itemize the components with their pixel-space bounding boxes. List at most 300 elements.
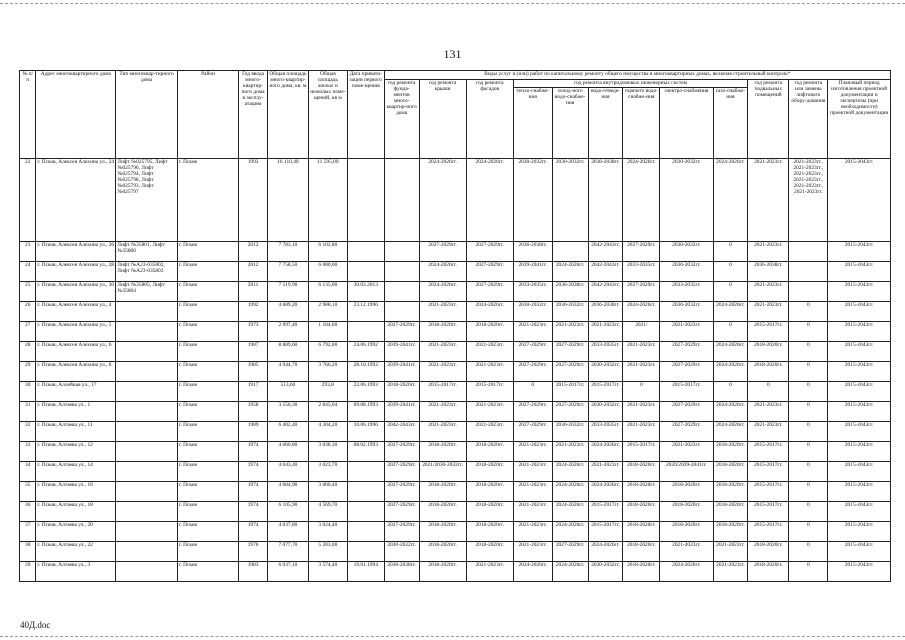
cell-address: г. Псков, Алтаева ул., 1 [36, 402, 116, 422]
cell-facade: 2027-2029гг. [466, 282, 513, 302]
cell-planned: 2015-2043гг. [828, 382, 891, 402]
cell-num: 28 [20, 342, 36, 362]
cell-district: г. Псков [177, 482, 238, 502]
cell-hot-water: 2021/ [623, 322, 660, 342]
cell-fund: 2027-2029гг. [384, 442, 419, 462]
table-row [20, 322, 891, 342]
cell-electric: 2027-2029гг. [660, 342, 713, 362]
cell-heat: 2021-2023гг. [513, 442, 552, 462]
cell-district: г. Псков [177, 422, 238, 442]
col-district: Район [177, 71, 238, 159]
cell-sewer: 2042-2043гг. [588, 262, 623, 282]
cell-living-area: 3 574,40 [308, 562, 347, 582]
cell-facade: 2018-2020гг. [466, 442, 513, 462]
cell-address: г. Псков, Алтаева ул., 12 [36, 442, 116, 462]
cell-num: 24 [20, 262, 36, 282]
cell-district: г. Псков [177, 522, 238, 542]
cell-hot-water: 2018-2020гг. [623, 482, 660, 502]
cell-address: г. Псков, Алексея Алехина ул., 8 [36, 362, 116, 382]
cell-facade: 2024-2026гг. [466, 159, 513, 242]
cell-elevator: 0 [789, 482, 828, 502]
cell-year: 1989 [239, 422, 268, 442]
cell-year: 1973 [239, 322, 268, 342]
cell-living-area: 4 304,20 [308, 422, 347, 442]
cell-type [116, 562, 177, 582]
col-cold-water: холод-ного водо-снабже-ния [552, 88, 588, 159]
cell-privatization: 19.01.1994 [347, 562, 384, 582]
cell-elevator: 0 [789, 542, 828, 562]
cell-facade: 2018-2020гг. [466, 322, 513, 342]
cell-planned: 2015-2043гг. [828, 302, 891, 322]
cell-gas: 0 [713, 322, 748, 342]
cell-type [116, 522, 177, 542]
cell-cold-water: 2030-2032гг. [552, 302, 588, 322]
cell-total-area: 4 060,80 [267, 442, 308, 462]
cell-cold-water: 2024-2026гг. [552, 502, 588, 522]
cell-electric: 2030-2032гг. [660, 262, 713, 282]
cell-privatization: 22.06.1993 [347, 382, 384, 402]
cell-elevator: 0 [789, 462, 828, 482]
cell-roof: 2021-2023гг. [419, 422, 466, 442]
cell-address: г. Псков, Алтаева ул., 22 [36, 542, 116, 562]
cell-basement: 2015-2017гг. [748, 522, 789, 542]
col-electric: электро-снабжения [660, 88, 713, 159]
col-privatization: Дата привати-зации первого поме-щения [347, 71, 384, 159]
cell-total-area: 8 889,60 [267, 342, 308, 362]
cell-privatization [347, 262, 384, 282]
cell-type [116, 302, 177, 322]
cell-heat: 2024-2026гг. [513, 562, 552, 582]
cell-hot-water: 2018-2020гг. [623, 502, 660, 522]
cell-gas: 0 [713, 282, 748, 302]
cell-roof: 2021-2023гг. [419, 402, 466, 422]
cell-sewer: 2024-2026гг. [588, 482, 623, 502]
cell-fund [384, 302, 419, 322]
cell-num: 32 [20, 422, 36, 442]
cell-type [116, 402, 177, 422]
cell-num: 39 [20, 562, 36, 582]
cell-address: г. Псков, Алексея Алехина ул., 4 [36, 302, 116, 322]
cell-living-area: 2 845,04 [308, 402, 347, 422]
cell-facade: 2015-2017гг. [466, 382, 513, 402]
cell-living-area: 4 569,70 [308, 502, 347, 522]
cell-district: г. Псков [177, 342, 238, 362]
cell-living-area: 6 135,00 [308, 282, 347, 302]
cell-fund: 2030-2032гг. [384, 542, 419, 562]
cell-gas: 0 [713, 242, 748, 262]
top-scan-edge [0, 3, 905, 4]
cell-elevator [789, 282, 828, 302]
cell-fund: 2039-2041гг. [384, 402, 419, 422]
cell-roof: 2024-2026гг. [419, 282, 466, 302]
cell-cold-water: 2030-2032гг. [552, 159, 588, 242]
col-works-group: Виды услуг и (или) работ по капитальному ремонту общего имущества в многоквартирных домах, включая строительный контроль* [384, 71, 890, 80]
cell-year: 1985 [239, 362, 268, 382]
cell-num: 33 [20, 442, 36, 462]
cell-living-area: 3 038,30 [308, 442, 347, 462]
cell-cold-water: 2027-2029гг. [552, 402, 588, 422]
cell-electric: 2021-2023гг. [660, 322, 713, 342]
cell-year: 1974 [239, 502, 268, 522]
cell-num: 29 [20, 362, 36, 382]
cell-basement: 2018-2020гг. [748, 542, 789, 562]
cell-facade: 2021-2023гг. [466, 362, 513, 382]
cell-year: 1993 [239, 159, 268, 242]
cell-gas: 0 [713, 382, 748, 402]
cell-address: г. Псков, Алтаева ул., 16 [36, 482, 116, 502]
cell-heat: 2021-2023гг. [513, 542, 552, 562]
cell-basement: 2021-2023гг. [748, 282, 789, 302]
cell-sewer: 2015-2017гг. [588, 382, 623, 402]
cell-electric: 2030-2032гг. [660, 159, 713, 242]
cell-total-area: 513,60 [267, 382, 308, 402]
cell-sewer: 2024-2026гг. [588, 442, 623, 462]
cell-heat: 2036-2038гг. [513, 242, 552, 262]
cell-fund: 2027-2029гг. [384, 482, 419, 502]
cell-sewer: 2015-2017гг. [588, 522, 623, 542]
cell-living-area: 11 595,00 [308, 159, 347, 242]
cell-elevator: 0 [789, 562, 828, 582]
cell-basement: 2021-2023гг. [748, 242, 789, 262]
cell-planned: 2015-2043гг. [828, 502, 891, 522]
cell-electric: 2020/2039-2041гг. [660, 462, 713, 482]
cell-roof: 2024-2026гг. [419, 262, 466, 282]
cell-facade: 2021-2023гг. [466, 562, 513, 582]
cell-total-area: 7 783,10 [267, 242, 308, 262]
cell-year: 1958 [239, 402, 268, 422]
cell-total-area: 6 037,10 [267, 562, 308, 582]
col-hot-water: горячего водо-снабже-ния [623, 88, 660, 159]
cell-facade: 2021-2023гг. [466, 402, 513, 422]
cell-num: 37 [20, 522, 36, 542]
cell-basement: 2018-2020гг. [748, 562, 789, 582]
cell-type: Лифт №025795, Лифт №025796, Лифт №025794, Лифт №025798, Лифт №025793, Лифт №025797 [116, 159, 177, 242]
cell-heat: 2027-2029гг. [513, 362, 552, 382]
cell-num: 23 [20, 242, 36, 262]
col-engineering-group: год ремонта внутридомовых инженерных систем [513, 80, 748, 88]
cell-heat: 2021-2023гг. [513, 482, 552, 502]
cell-cold-water: 2021-2023гг. [552, 322, 588, 342]
table-row [20, 522, 891, 542]
cell-basement: 2018-2020гг. [748, 362, 789, 382]
col-num: № п/п [20, 71, 36, 159]
col-basement: год ремонта подвальных помещений [748, 80, 789, 159]
cell-electric: 2024-2026гг. [660, 562, 713, 582]
cell-living-area: 5 283,00 [308, 542, 347, 562]
cell-planned: 2015-2043гг. [828, 242, 891, 262]
cell-cold-water: 2021-2023гг. [552, 442, 588, 462]
cell-basement: 2015-2017гг. [748, 442, 789, 462]
cell-num: 22 [20, 159, 36, 242]
cell-elevator: 0 [789, 322, 828, 342]
cell-living-area: 3 060,40 [308, 482, 347, 502]
col-year: Год ввода много-квартир-ного дома в эксплу-атацию [239, 71, 268, 159]
cell-total-area: 6 105,90 [267, 502, 308, 522]
cell-year: 1974 [239, 462, 268, 482]
cell-address: г. Псков, Аллейная ул., 17 [36, 382, 116, 402]
cell-privatization: 24.06.1992 [347, 342, 384, 362]
cell-sewer: 2030-2032гг. [588, 562, 623, 582]
cell-heat: 2027-2029гг. [513, 402, 552, 422]
cell-basement: 2021-2023гг. [748, 302, 789, 322]
cell-sewer: 2033-2035гг. [588, 422, 623, 442]
cell-living-area: 3 024,40 [308, 522, 347, 542]
cell-privatization: 09.08.1993 [347, 402, 384, 422]
cell-planned: 2015-2043гг. [828, 562, 891, 582]
cell-roof: 2018-2020гг. [419, 322, 466, 342]
cell-roof: 2015-2017гг. [419, 382, 466, 402]
cell-total-area: 16 110,40 [267, 159, 308, 242]
capital-repair-table [19, 70, 891, 582]
cell-living-area: 293,8 [308, 382, 347, 402]
cell-cold-water: 2027-2029гг. [552, 342, 588, 362]
cell-roof: 2018-2020гг. [419, 482, 466, 502]
cell-hot-water: 2024-2026гг. [623, 159, 660, 242]
cell-num: 36 [20, 502, 36, 522]
cell-type [116, 462, 177, 482]
cell-cold-water: 2024-2026гг. [552, 462, 588, 482]
cell-basement: 2021-2023гг. [748, 402, 789, 422]
cell-sewer: 2021-2023гг. [588, 322, 623, 342]
cell-elevator: 0 [789, 302, 828, 322]
cell-heat: 2021-2023гг. [513, 522, 552, 542]
table-row [20, 159, 891, 242]
table-row [20, 482, 891, 502]
cell-hot-water: 2033-2035гг. [623, 262, 660, 282]
cell-year: 1987 [239, 342, 268, 362]
cell-planned: 2015-2043гг. [828, 482, 891, 502]
col-address: Адрес многоквартирного дома [36, 71, 116, 159]
cell-gas: 2024-2026гг. [713, 302, 748, 322]
cell-total-area: 6 402,40 [267, 422, 308, 442]
cell-fund: 2027-2029гг. [384, 502, 419, 522]
cell-gas: 0 [713, 262, 748, 282]
cell-privatization [347, 159, 384, 242]
cell-district: г. Псков [177, 542, 238, 562]
cell-planned: 2015-2043гг. [828, 342, 891, 362]
cell-elevator: 0 [789, 342, 828, 362]
cell-gas: 2018-2020гг. [713, 462, 748, 482]
cell-cold-water: 2024-2026гг. [552, 262, 588, 282]
cell-district: г. Псков [177, 262, 238, 282]
cell-facade: 2018-2020гг. [466, 542, 513, 562]
cell-district: г. Псков [177, 322, 238, 342]
cell-planned: 2015-2043гг. [828, 402, 891, 422]
cell-type [116, 422, 177, 442]
cell-address: г. Псков, Алексея Алехина ул., 30 [36, 282, 116, 302]
cell-address: г. Псков, Алексея Алехина ул., 24 [36, 159, 116, 242]
cell-address: г. Псков, Алтаева ул., 11 [36, 422, 116, 442]
cell-district: г. Псков [177, 159, 238, 242]
table-row [20, 562, 891, 582]
cell-cold-water: 2024-2026гг. [552, 562, 588, 582]
cell-total-area: 4 084,90 [267, 482, 308, 502]
cell-planned: 2015-2043гг. [828, 442, 891, 462]
cell-type: Лифт №35805, Лифт №35804 [116, 282, 177, 302]
cell-elevator: 0 [789, 362, 828, 382]
cell-hot-water: 2027-2029гг. [623, 242, 660, 262]
cell-cold-water: 2024-2026гг. [552, 522, 588, 542]
cell-privatization [347, 542, 384, 562]
cell-fund [384, 282, 419, 302]
cell-gas: 2021-2023гг. [713, 562, 748, 582]
cell-privatization [347, 322, 384, 342]
cell-roof: 2027-2029гг. [419, 242, 466, 262]
cell-num: 26 [20, 302, 36, 322]
cell-year: 1992 [239, 302, 268, 322]
table-header [20, 71, 891, 159]
cell-elevator [789, 262, 828, 282]
cell-sewer: 2015-2017гг. [588, 502, 623, 522]
cell-facade: 2018-2020гг. [466, 462, 513, 482]
cell-basement: 0 [748, 382, 789, 402]
col-sewer: водо-отведе-ния [588, 88, 623, 159]
cell-fund: 2039-2041гг. [384, 342, 419, 362]
cell-planned: 2015-2043гг. [828, 422, 891, 442]
cell-elevator: 2021-2023гг., 2021-2023гг., 2021-2023гг., 2021-2023гг., 2021-2023гг., 2021-2023гг. [789, 159, 828, 242]
col-heat: тепло-снабже-ния [513, 88, 552, 159]
cell-privatization: 28.10.1992 [347, 362, 384, 382]
cell-sewer: 2033-2035гг. [588, 342, 623, 362]
cell-district: г. Псков [177, 282, 238, 302]
col-living-area: Общая площадь жилых и нежилых поме-щений, кв м [308, 71, 347, 159]
cell-living-area: 6 792,00 [308, 342, 347, 362]
cell-roof: 2018-2020гг. [419, 542, 466, 562]
cell-type [116, 442, 177, 462]
bottom-scan-edge [0, 636, 905, 637]
cell-roof: 2021-2023гг. [419, 362, 466, 382]
cell-fund: 2036-2038гг. [384, 562, 419, 582]
cell-year: 1974 [239, 442, 268, 462]
cell-cold-water: 2027-2029гг. [552, 362, 588, 382]
cell-heat: 2033-2035гг. [513, 282, 552, 302]
cell-year: 1974 [239, 482, 268, 502]
cell-elevator: 0 [789, 522, 828, 542]
cell-living-area: 1 184,60 [308, 322, 347, 342]
cell-roof: 2018-2020гг. [419, 502, 466, 522]
col-type: Тип многоквар-тирного дома [116, 71, 177, 159]
cell-district: г. Псков [177, 562, 238, 582]
cell-privatization [347, 522, 384, 542]
cell-district: г. Псков [177, 462, 238, 482]
cell-cold-water: 2024-2026гг. [552, 482, 588, 502]
cell-address: г. Псков, Алтаева ул., 14 [36, 462, 116, 482]
cell-hot-water: 2021-2023гг. [623, 342, 660, 362]
cell-year: 2012 [239, 242, 268, 262]
cell-gas: 2024-2026гг. [713, 362, 748, 382]
cell-hot-water: 2018-2020гг. [623, 542, 660, 562]
cell-gas: 2018-2020гг. [713, 482, 748, 502]
cell-fund: 2018-2020гг. [384, 382, 419, 402]
cell-total-area: 4 037,80 [267, 522, 308, 542]
cell-num: 27 [20, 322, 36, 342]
cell-basement: 2015-2017гг. [748, 462, 789, 482]
cell-planned: 2015-2043гг. [828, 159, 891, 242]
cell-privatization: 23.12.1996 [347, 302, 384, 322]
cell-heat: 2021-2023гг. [513, 502, 552, 522]
cell-total-area: 7 077,70 [267, 542, 308, 562]
cell-electric: 2027-2029гг. [660, 422, 713, 442]
cell-type [116, 362, 177, 382]
cell-sewer: 2021-2023гг. [588, 462, 623, 482]
cell-basement: 2015-2017гг. [748, 482, 789, 502]
table-row [20, 242, 891, 262]
cell-electric: 2018-2020гг. [660, 522, 713, 542]
cell-electric: 2018-2020гг. [660, 482, 713, 502]
cell-district: г. Псков [177, 442, 238, 462]
cell-cold-water: 2036-2038гг. [552, 282, 588, 302]
cell-year: 1976 [239, 542, 268, 562]
cell-num: 31 [20, 402, 36, 422]
cell-heat: 2027-2029гг. [513, 422, 552, 442]
cell-basement: 2015-2017гг. [748, 502, 789, 522]
cell-heat: 2039-2041гг. [513, 262, 552, 282]
cell-roof: 2021-2023гг. [419, 342, 466, 362]
cell-basement: 2036-2038гг. [748, 262, 789, 282]
cell-year: 1983 [239, 562, 268, 582]
cell-sewer: 2024-2026гг. [588, 542, 623, 562]
footer-filename: 40Д.doc [20, 620, 51, 630]
cell-gas: 2024-2026гг. [713, 159, 748, 242]
cell-type [116, 502, 177, 522]
col-roof: год ремонта крыши [419, 80, 466, 159]
cell-facade: 2027-2029гг. [466, 242, 513, 262]
cell-year: 2012 [239, 262, 268, 282]
cell-sewer: 2030-2032гг. [588, 362, 623, 382]
cell-basement: 2015-2017гг. [748, 322, 789, 342]
cell-address: г. Псков, Алексея Алехина ул., 26 [36, 242, 116, 262]
cell-num: 25 [20, 282, 36, 302]
cell-gas: 2024-2026гг. [713, 422, 748, 442]
cell-facade: 2021-2023гг. [466, 422, 513, 442]
cell-total-area: 7 758,50 [267, 262, 308, 282]
cell-address: г. Псков, Алексея Алехина ул., 5 [36, 322, 116, 342]
cell-fund [384, 242, 419, 262]
cell-fund: 2042-2043гг. [384, 422, 419, 442]
cell-electric: 2033-2035гг. [660, 282, 713, 302]
cell-privatization [347, 482, 384, 502]
cell-district: г. Псков [177, 302, 238, 322]
cell-cold-water [552, 242, 588, 262]
cell-living-area: 3 766,20 [308, 362, 347, 382]
cell-planned: 2015-2043гг. [828, 262, 891, 282]
cell-cold-water: 2015-2017гг. [552, 382, 588, 402]
cell-electric: 2030-2032гг. [660, 302, 713, 322]
cell-hot-water: 2021-2023гг. [623, 402, 660, 422]
cell-num: 38 [20, 542, 36, 562]
cell-basement: 2021-2023гг. [748, 159, 789, 242]
cell-address: г. Псков, Алтаева ул., 20 [36, 522, 116, 542]
cell-address: г. Псков, Алтаева ул., 3 [36, 562, 116, 582]
cell-facade: 2024-2026гг. [466, 302, 513, 322]
cell-hot-water: 0 [623, 382, 660, 402]
cell-year: 2011 [239, 282, 268, 302]
cell-electric: 2030-2032гг. [660, 242, 713, 262]
cell-planned: 2015-2043гг. [828, 522, 891, 542]
table-row [20, 542, 891, 562]
cell-year: 1917 [239, 382, 268, 402]
cell-type [116, 322, 177, 342]
col-elevator: год ремонта или замены лифтового обору-дования [789, 80, 828, 159]
cell-total-area: 3 556,30 [267, 402, 308, 422]
cell-hot-water: 2015-2017гг. [623, 442, 660, 462]
cell-privatization [347, 242, 384, 262]
cell-total-area: 4 944,70 [267, 362, 308, 382]
cell-district: г. Псков [177, 242, 238, 262]
cell-district: г. Псков [177, 402, 238, 422]
cell-type [116, 542, 177, 562]
cell-address: г. Псков, Алтаева ул., 18 [36, 502, 116, 522]
